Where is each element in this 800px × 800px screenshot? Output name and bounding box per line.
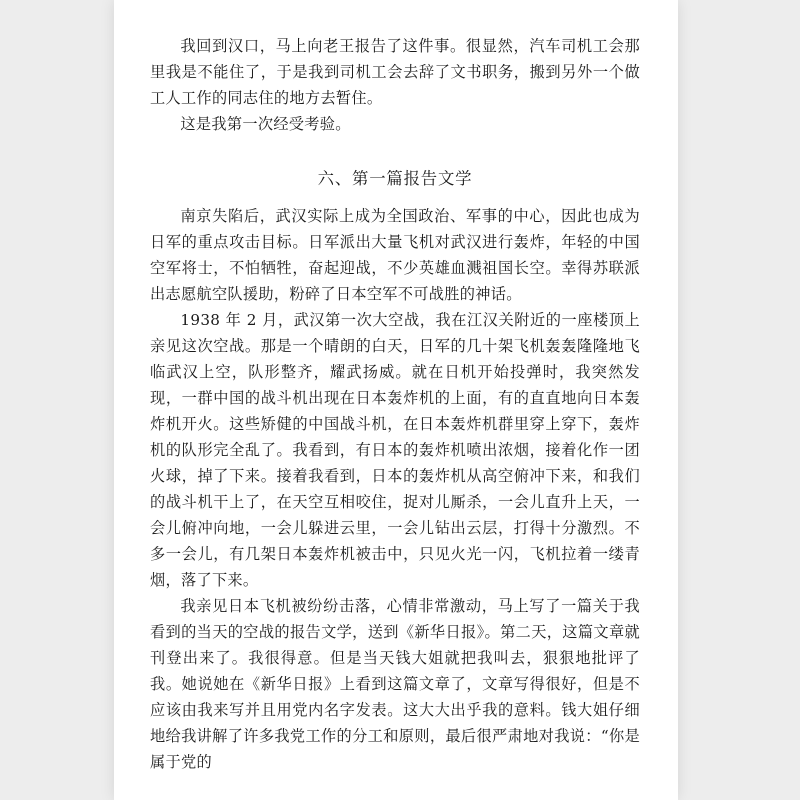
paragraph: 我回到汉口，马上向老王报告了这件事。很显然，汽车司机工会那里我是不能住了，于是我到司机工会去辞了文书职务，搬到另外一个做工人工作的同志住的地方去暂住。 <box>150 37 640 107</box>
book-page <box>114 0 678 800</box>
paragraph: 南京失陷后，武汉实际上成为全国政治、军事的中心，因此也成为日军的重点攻击目标。日军派出大量飞机对武汉进行轰炸，年轻的中国空军将士，不怕牺牲，奋起迎战，不少英雄血溅祖国长空。幸得苏联派出志愿航空队援助，粉碎了日本空军不可战胜的神话。 <box>150 207 640 303</box>
paragraph: 1938 年 2 月，武汉第一次大空战，我在江汉关附近的一座楼顶上亲见这次空战。那是一个晴朗的白天，日军的几十架飞机轰轰隆隆地飞临武汉上空，队形整齐，耀武扬威。就在日机开始投弹时，我突然发现，一群中国的战斗机出现在日本轰炸机的上面，有的直直地向日本轰炸机开火。这些矫健的中国战斗机，在日本轰炸机群里穿上穿下，轰炸机的队形完全乱了。我看到，有日本的轰炸机喷出浓烟，接着化作一团火球，掉了下来。接着我看到，日本的轰炸机从高空俯冲下来，和我们的战斗机干上了，在天空互相咬住，捉对儿厮杀，一会儿直升上天，一会儿俯冲向地，一会儿躲进云里，一会儿钻出云层，打得十分激烈。不多一会儿，有几架日本轰炸机被击中，只见火光一闪，飞机拉着一缕青烟，落了下来。 <box>150 311 640 589</box>
paragraph: 这是我第一次经受考验。 <box>180 115 351 133</box>
section-title: 六、第一篇报告文学 <box>317 169 473 188</box>
page-content <box>150 33 640 775</box>
paragraph: 我亲见日本飞机被纷纷击落，心情非常激动，马上写了一篇关于我看到的当天的空战的报告文学，送到《新华日报》。第二天，这篇文章就刊登出来了。我很得意。但是当天钱大姐就把我叫去，狠狠地批评了我。她说她在《新华日报》上看到这篇文章了，文章写得很好，但是不应该由我来写并且用党内名字发表。这大大出乎我的意料。钱大姐仔细地给我讲解了许多我党工作的分工和原则，最后很严肃地对我说：“你是属于党的 <box>150 597 640 771</box>
